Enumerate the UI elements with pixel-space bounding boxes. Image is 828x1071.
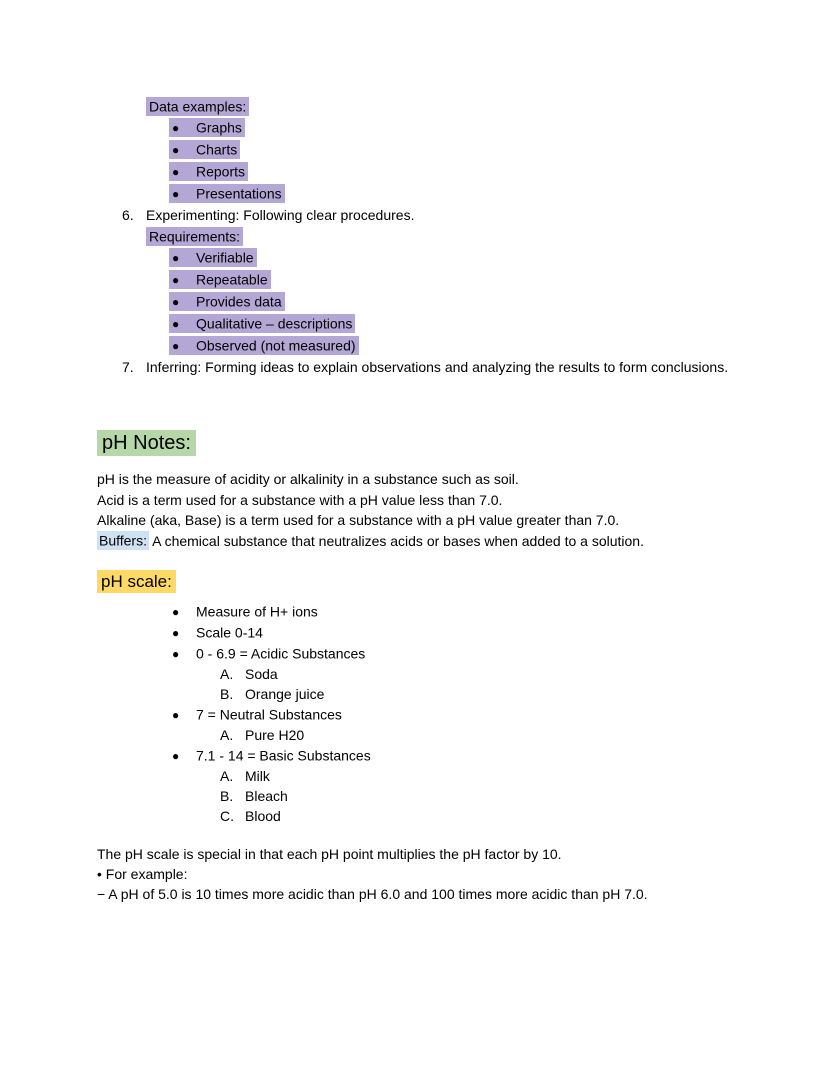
list-item	[169, 335, 788, 357]
sub-item-letter: B.	[220, 686, 234, 702]
list-item-label: Charts	[196, 141, 238, 157]
buffers-line	[97, 531, 788, 552]
list-item-label: Verifiable	[196, 249, 254, 265]
sub-item-letter: C.	[220, 808, 234, 824]
sub-item-label: Orange juice	[245, 686, 325, 702]
list-item-label: Provides data	[196, 293, 282, 309]
sub-item-label: Blood	[245, 808, 281, 824]
bullet-icon: ●	[172, 339, 180, 353]
paragraph-line: Acid is a term used for a substance with a pH value less than 7.0.	[97, 491, 503, 508]
sub-item-label: Bleach	[245, 788, 288, 804]
sub-item-label: Soda	[245, 666, 278, 682]
ph-notes-heading: pH Notes:	[97, 430, 196, 456]
bullet-icon: ●	[172, 251, 180, 265]
ph-scale-heading: pH scale:	[97, 570, 176, 593]
list-item	[169, 622, 788, 643]
ph-notes-paragraph	[97, 469, 788, 551]
sub-list-item	[220, 684, 788, 704]
sub-item-letter: A.	[220, 727, 234, 743]
numbered-item-7	[122, 357, 788, 378]
list-item-label: Graphs	[196, 119, 242, 135]
bullet-icon: ●	[172, 749, 180, 763]
bullet-icon: ●	[172, 187, 180, 201]
sub-list-item	[220, 664, 788, 684]
sub-list-item	[220, 766, 788, 786]
list-item	[169, 117, 788, 139]
sub-item-letter: A.	[220, 768, 234, 784]
item-number: 6.	[122, 207, 134, 223]
sub-item-letter: A.	[220, 666, 234, 682]
item-text: Inferring: Forming ideas to explain observations and analyzing the results to form conclusions.	[146, 359, 729, 375]
bullet-icon: ●	[172, 295, 180, 309]
paragraph-line: − A pH of 5.0 is 10 times more acidic than pH 6.0 and 100 times more acidic than pH 7.0.	[97, 886, 648, 902]
ph-scale-list	[97, 601, 788, 826]
sub-item-letter: B.	[220, 788, 234, 804]
ph-factor-paragraph	[97, 844, 788, 904]
list-item	[169, 745, 788, 766]
ph-notes-heading-row	[97, 430, 788, 456]
ph-scale-heading-row	[97, 571, 788, 593]
list-item-label: 7 = Neutral Substances	[196, 706, 342, 722]
bullet-icon: ●	[172, 605, 180, 619]
list-item	[169, 643, 788, 664]
list-item	[169, 313, 788, 335]
sub-list-item	[220, 725, 788, 745]
sub-item-label: Pure H20	[245, 727, 305, 743]
paragraph-line: Alkaline (aka, Base) is a term used for a substance with a pH value greater than 7.0.	[97, 512, 620, 528]
list-item	[169, 139, 788, 161]
numbered-item-6	[122, 205, 788, 226]
requirements-label: Requirements:	[146, 227, 243, 246]
bullet-icon: ●	[172, 121, 180, 135]
data-examples-row	[146, 96, 788, 117]
list-item	[169, 704, 788, 725]
paragraph-line: pH is the measure of acidity or alkalinity in a substance such as soil.	[97, 471, 519, 487]
list-item	[169, 183, 788, 205]
data-examples-label: Data examples:	[146, 97, 249, 116]
paragraph-line: • For example:	[97, 866, 188, 882]
list-item-label: Presentations	[196, 185, 282, 201]
bullet-icon: ●	[172, 626, 180, 640]
paragraph-line: The pH scale is special in that each pH point multiplies the pH factor by 10.	[97, 846, 562, 862]
sub-item-label: Milk	[245, 768, 270, 784]
list-item-label: 7.1 - 14 = Basic Substances	[196, 747, 371, 763]
item-number: 7.	[122, 359, 134, 375]
buffers-definition: A chemical substance that neutralizes acids or bases when added to a solution.	[149, 532, 644, 549]
list-item-label: 0 - 6.9 = Acidic Substances	[196, 645, 366, 661]
bullet-icon: ●	[172, 317, 180, 331]
list-item	[169, 269, 788, 291]
list-item-label: Measure of H+ ions	[196, 603, 318, 619]
list-item-label: Scale 0-14	[196, 624, 263, 640]
buffers-term: Buffers:	[99, 532, 147, 549]
requirements-row	[146, 226, 788, 247]
bullet-icon: ●	[172, 165, 180, 179]
list-item-label: Repeatable	[196, 271, 268, 287]
list-item	[169, 601, 788, 622]
sub-list-item	[220, 786, 788, 806]
list-item-label: Reports	[196, 163, 246, 179]
bullet-icon: ●	[172, 273, 180, 287]
list-item-label: Qualitative – descriptions	[196, 315, 353, 331]
list-item-label: Observed (not measured)	[196, 337, 356, 353]
outline-section	[97, 96, 788, 378]
bullet-icon: ●	[172, 708, 180, 722]
list-item	[169, 247, 788, 269]
bullet-icon: ●	[172, 143, 180, 157]
list-item	[169, 291, 788, 313]
sub-list-item	[220, 806, 788, 826]
item-text: Experimenting: Following clear procedures.	[146, 207, 415, 223]
bullet-icon: ●	[172, 647, 180, 661]
list-item	[169, 161, 788, 183]
